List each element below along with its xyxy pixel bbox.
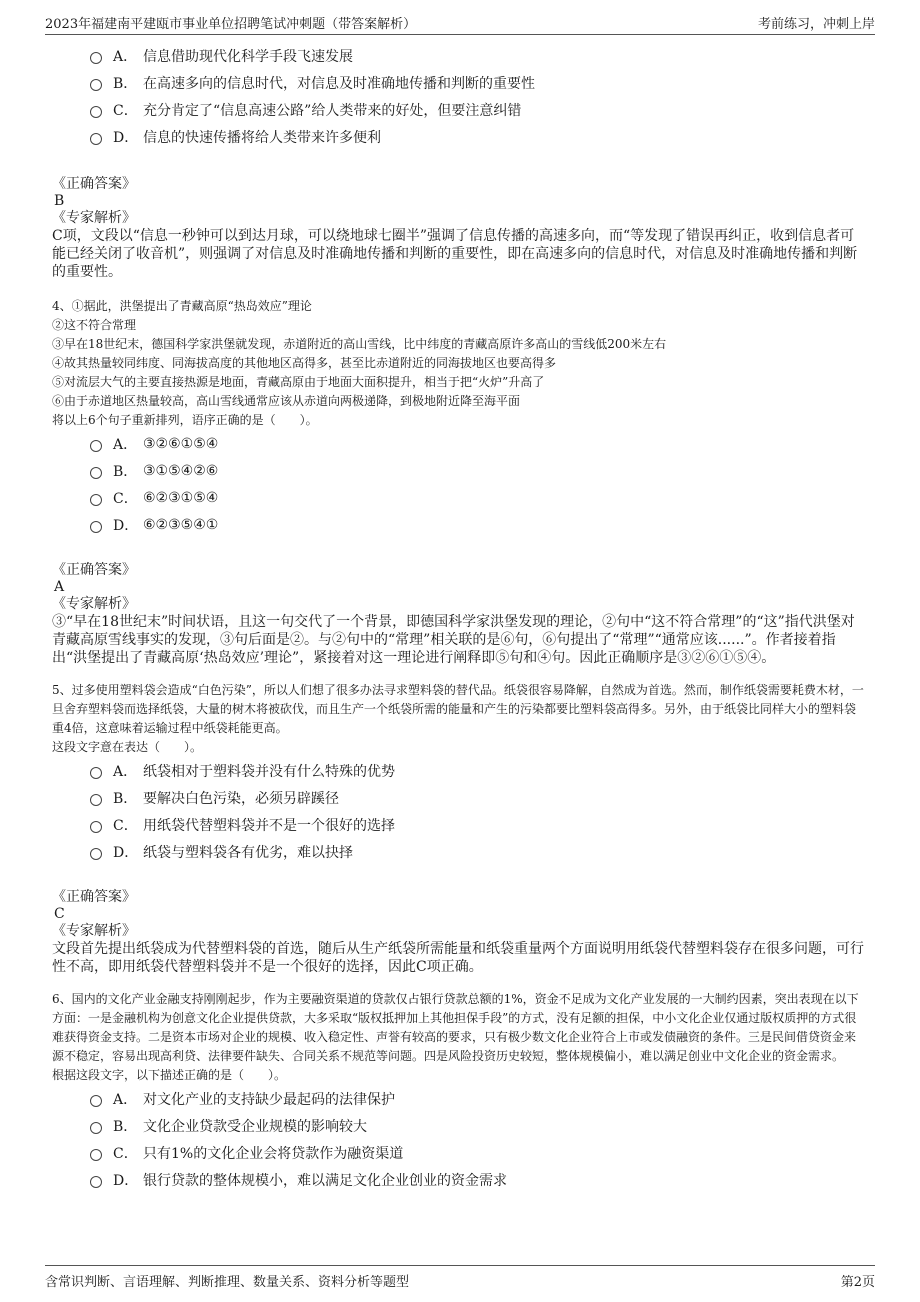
radio-icon[interactable] (90, 79, 102, 91)
q5-stem: 5、过多使用塑料袋会造成“白色污染”，所以人们想了很多办法寻求塑料袋的替代品。纸袋很容易降解，自然成为首选。然而，制作纸袋需要耗费木材，一旦舍弃塑料袋而选择纸袋，大量的树木将被砍伐，而且生产一个纸袋所需的能量和产生的污染都要比塑料袋高得多。另外，由于纸袋比同样大小的塑料袋重4倍，这意味着运输过程中纸袋耗能更高。 这段文字意在表达（ ）。 (52, 683, 864, 754)
footer-note: 含常识判断、言语理解、判断推理、数量关系、资料分析等题型 (45, 1275, 410, 1290)
q5-analysis: 文段首先提出纸袋成为代替塑料袋的首选，随后从生产纸袋所需能量和纸袋重量两个方面说明用纸袋代替塑料袋存在很多问题，可行性不高，即用纸袋代替塑料袋并不是一个很好的选择，因此C项正确。 (52, 941, 864, 975)
correct-answer-label: 《正确答案》 (52, 889, 136, 905)
q6-options (90, 1085, 867, 1193)
radio-icon[interactable] (90, 1095, 102, 1107)
q3-options (90, 42, 867, 150)
radio-icon[interactable] (90, 440, 102, 452)
radio-icon[interactable] (90, 848, 102, 860)
radio-icon[interactable] (90, 106, 102, 118)
q5-option-b[interactable]: B． 要解决白色污染，必须另辟蹊径 (90, 784, 867, 811)
q5-option-a[interactable]: A． 纸袋相对于塑料袋并没有什么特殊的优势 (90, 757, 867, 784)
q4-answer: A (54, 579, 65, 595)
radio-icon[interactable] (90, 767, 102, 779)
radio-icon[interactable] (90, 52, 102, 64)
radio-icon[interactable] (90, 1176, 102, 1188)
q4-analysis: ③“早在18世纪末”时间状语，且这一句交代了一个背景，即德国科学家洪堡发现的理论，②句中“这不符合常理”的“这”指代洪堡对青藏高原雪线事实的发现，③句后面是②。与②句中的“常理”相关联的是⑥句，⑥句提出了“常理”“通常应该......”。作者接着指出“洪堡提出了青藏高原‘热岛效应’理论”，紧接着对这一理论进行阐释即⑤句和④句。因此正确顺序是③②⑥①⑤④。 (52, 614, 855, 666)
q4-option-c[interactable]: C． ⑥②③①⑤④ (90, 484, 867, 511)
q3-answer: B (54, 193, 65, 209)
expert-analysis-label: 《专家解析》 (52, 596, 136, 612)
correct-answer-label: 《正确答案》 (52, 562, 136, 578)
expert-analysis-label: 《专家解析》 (52, 210, 136, 226)
q4-stem: 4、①据此，洪堡提出了青藏高原“热岛效应”理论 ②这不符合常理 ③早在18世纪末，德国科学家洪堡就发现，赤道附近的高山雪线，比中纬度的青藏高原许多高山的雪线低200米左右 ④故其热量较同纬度、同海拔高度的其他地区高得多，甚至比赤道附近的同海拔地区也要高得多 ⑤对流层大气的主要直接热源是地面，青藏高原由于地面大面积提升，相当于把“火炉”升高了 ⑥由于赤道地区热量较高，高山雪线通常应该从赤道向两极递降，到极地附近降至海平面 将以上6个句子重新排列，语序正确的是（ ）。 (52, 299, 667, 427)
q3-answer-section (52, 176, 867, 281)
q5-answer: C (54, 906, 65, 922)
page-number: 第2页 (840, 1275, 875, 1290)
q5-options (90, 757, 867, 865)
radio-icon[interactable] (90, 1122, 102, 1134)
page-header (45, 10, 875, 35)
expert-analysis-label: 《专家解析》 (52, 923, 136, 939)
q4-option-d[interactable]: D． ⑥②③⑤④① (90, 511, 867, 538)
q6-option-b[interactable]: B． 文化企业贷款受企业规模的影响较大 (90, 1112, 867, 1139)
q6-option-c[interactable]: C． 只有1%的文化企业会将贷款作为融资渠道 (90, 1139, 867, 1166)
q3-option-b[interactable]: B． 在高速多向的信息时代，对信息及时准确地传播和判断的重要性 (90, 69, 867, 96)
q4-answer-section (52, 562, 867, 667)
q3-analysis: C项，文段以“信息一秒钟可以到达月球，可以绕地球七圈半”强调了信息传播的高速多向，而“等发现了错误再纠正，收到信息者可能已经关闭了收音机”，则强调了对信息及时准确地传播和判断的重要性，即在高速多向的信息时代，对信息及时准确地传播和判断的重要性。 (52, 228, 858, 280)
q6-stem: 6、国内的文化产业金融支持刚刚起步，作为主要融资渠道的贷款仅占银行贷款总额的1%，资金不足成为文化产业发展的一大制约因素，突出表现在以下方面：一是金融机构为创意文化企业提供贷款，大多采取“版权抵押加上其他担保手段”的方式，没有足额的担保，中小文化企业仅通过版权质押的方式很难获得资金支持。二是资本市场对企业的规模、收入稳定性、声誉有较高的要求，只有极少数文化企业符合上市或发债融资的条件。三是民间借贷资金来源不稳定，容易出现高利贷、法律要件缺失、合同关系不规范等问题。四是风险投资历史较短，整体规模偏小，难以满足创业中文化企业的资金需求。 根据这段文字，以下描述正确的是（ ）。 (52, 992, 859, 1082)
header-slogan: 考前练习，冲刺上岸 (757, 17, 875, 32)
q5-option-c[interactable]: C． 用纸袋代替塑料袋并不是一个很好的选择 (90, 811, 867, 838)
radio-icon[interactable] (90, 494, 102, 506)
q3-option-c[interactable]: C． 充分肯定了“信息高速公路”给人类带来的好处，但要注意纠错 (90, 96, 867, 123)
q4-option-a[interactable]: A． ③②⑥①⑤④ (90, 430, 867, 457)
radio-icon[interactable] (90, 1149, 102, 1161)
radio-icon[interactable] (90, 794, 102, 806)
radio-icon[interactable] (90, 467, 102, 479)
q6-option-a[interactable]: A． 对文化产业的支持缺少最起码的法律保护 (90, 1085, 867, 1112)
q5-answer-section (52, 889, 867, 976)
header-title: 2023年福建南平建瓯市事业单位招聘笔试冲刺题（带答案解析） (45, 17, 417, 32)
page-content (52, 42, 867, 1193)
radio-icon[interactable] (90, 521, 102, 533)
radio-icon[interactable] (90, 133, 102, 145)
q6-option-d[interactable]: D． 银行贷款的整体规模小，难以满足文化企业创业的资金需求 (90, 1166, 867, 1193)
q3-option-a[interactable]: A． 信息借助现代化科学手段飞速发展 (90, 42, 867, 69)
radio-icon[interactable] (90, 821, 102, 833)
q5-option-d[interactable]: D． 纸袋与塑料袋各有优劣，难以抉择 (90, 838, 867, 865)
q3-option-d[interactable]: D． 信息的快速传播将给人类带来许多便利 (90, 123, 867, 150)
page-footer (45, 1265, 875, 1290)
q4-option-b[interactable]: B． ③①⑤④②⑥ (90, 457, 867, 484)
q4-options (90, 430, 867, 538)
correct-answer-label: 《正确答案》 (52, 176, 136, 192)
